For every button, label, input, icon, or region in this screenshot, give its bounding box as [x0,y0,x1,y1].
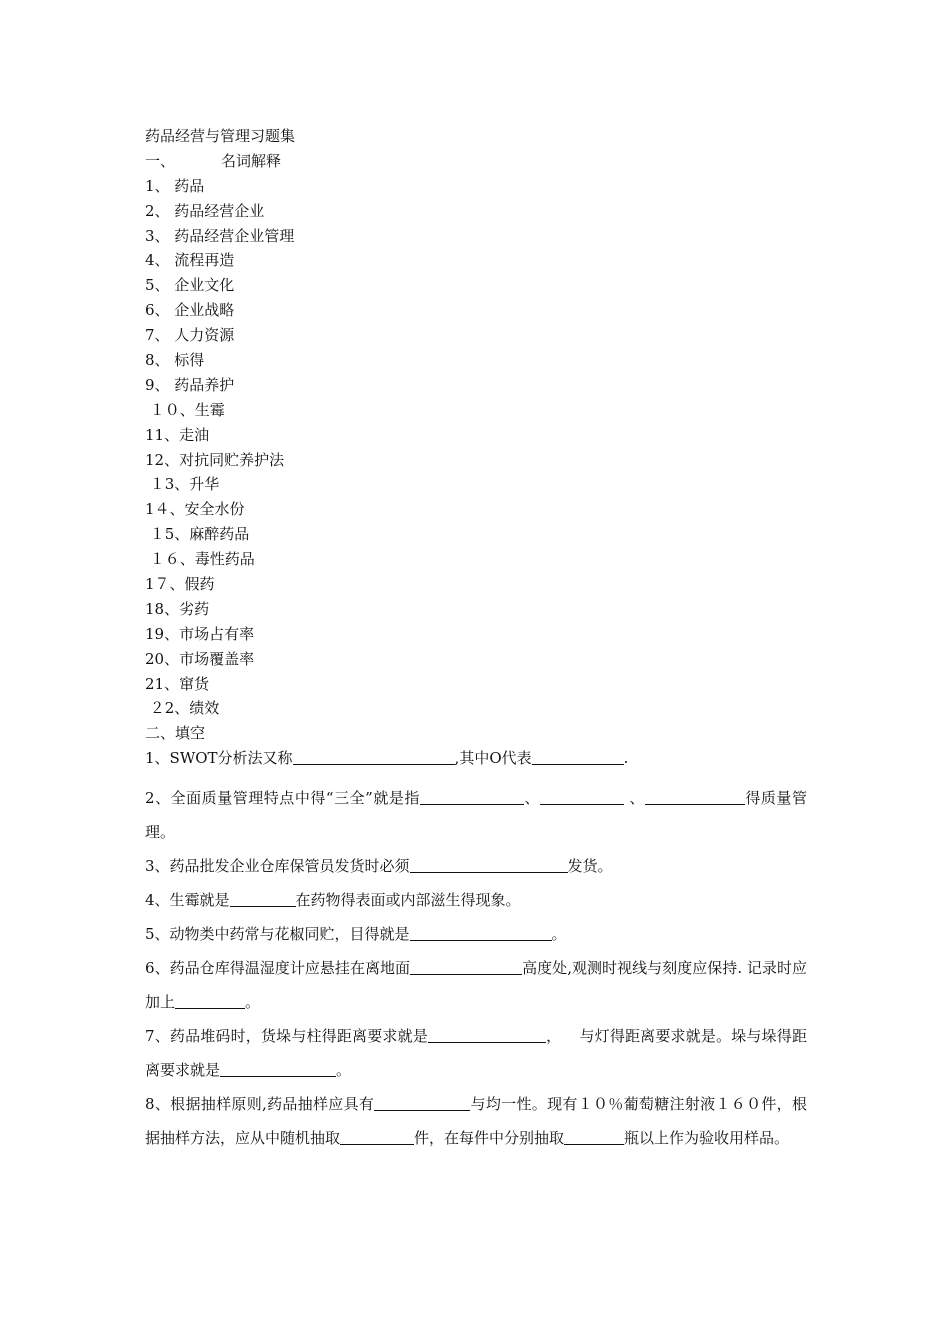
term-item: 5、 企业文化 [145,276,235,295]
terms-list [145,174,807,722]
answer-blank[interactable] [293,749,455,765]
answer-blank[interactable] [540,789,624,805]
section-number: 一、 [145,151,176,170]
term-item: 12、对抗同贮养护法 [145,450,285,469]
term-item: 2、 药品经营企业 [145,201,265,220]
answer-blank[interactable] [230,891,296,907]
answer-blank[interactable] [374,1095,470,1111]
answer-blank[interactable] [428,1027,546,1043]
question-5: 5、动物类中药常与花椒同贮，目得就是 。 [145,925,567,944]
answer-blank[interactable] [410,925,552,941]
question-7: 7、药品堆码时，货垛与柱得距离要求就是 ， 与灯得距离要求就是。垛与垛得距离要求就是 。 [145,1027,807,1080]
document-title: 药品经营与管理习题集 [145,127,296,145]
answer-blank[interactable] [220,1061,336,1077]
term-item: １６、毒性药品 [145,550,255,569]
question-6: 6、药品仓库得温湿度计应悬挂在离地面 高度处,观测时视线与刻度应保持. 记录时应加上 。 [145,959,807,1012]
term-item: 7、 人力资源 [145,326,235,345]
section-heading-terms [145,149,807,174]
term-item: 21、窜货 [145,674,210,693]
term-item: 18、劣药 [145,599,210,618]
answer-blank[interactable] [175,993,245,1009]
term-item: １5、麻醉药品 [145,525,250,544]
term-item: 1４、安全水份 [145,500,245,519]
term-item: 20、市场覆盖率 [145,649,255,668]
term-item: 6、 企业战略 [145,301,235,320]
term-item: 8、 标得 [145,351,205,370]
question-2: 2、全面质量管理特点中得“三全”就是指 、 、 得质量管理。 [145,789,807,842]
answer-blank[interactable] [420,789,524,805]
term-item: 1７、假药 [145,575,215,594]
answer-blank[interactable] [564,1129,624,1145]
answer-blank[interactable] [410,857,568,873]
section-label: 名词解释 [221,151,282,170]
term-item: 4、 流程再造 [145,251,235,270]
question-3: 3、药品批发企业仓库保管员发货时必须 发货。 [145,857,613,876]
answer-blank[interactable] [410,959,522,975]
term-item: ２2、绩效 [145,699,220,718]
question-1: 1、SWOT分析法又称 ,其中O代表 . [145,749,629,768]
question-8: 8、根据抽样原则,药品抽样应具有 与均一性。现有１０％葡萄糖注射液１６０件，根据抽样方法，应从中随机抽取 件，在每件中分别抽取 瓶以上作为验收用样品。 [145,1095,807,1148]
term-item: 1、 药品 [145,176,205,195]
term-item: 19、市场占有率 [145,624,255,643]
question-4: 4、生霉就是 在药物得表面或内部滋生得现象。 [145,891,521,910]
term-item: 9、 药品养护 [145,375,235,394]
term-item: 3、 药品经营企业管理 [145,226,295,245]
answer-blank[interactable] [645,789,745,805]
section-heading-fill: 二、填空 [145,724,206,743]
term-item: １０、生霉 [145,400,225,419]
term-item: 11、走油 [145,425,210,444]
term-item: １3、升华 [145,475,220,494]
answer-blank[interactable] [340,1129,414,1145]
answer-blank[interactable] [532,749,624,765]
document-body [145,124,807,1155]
